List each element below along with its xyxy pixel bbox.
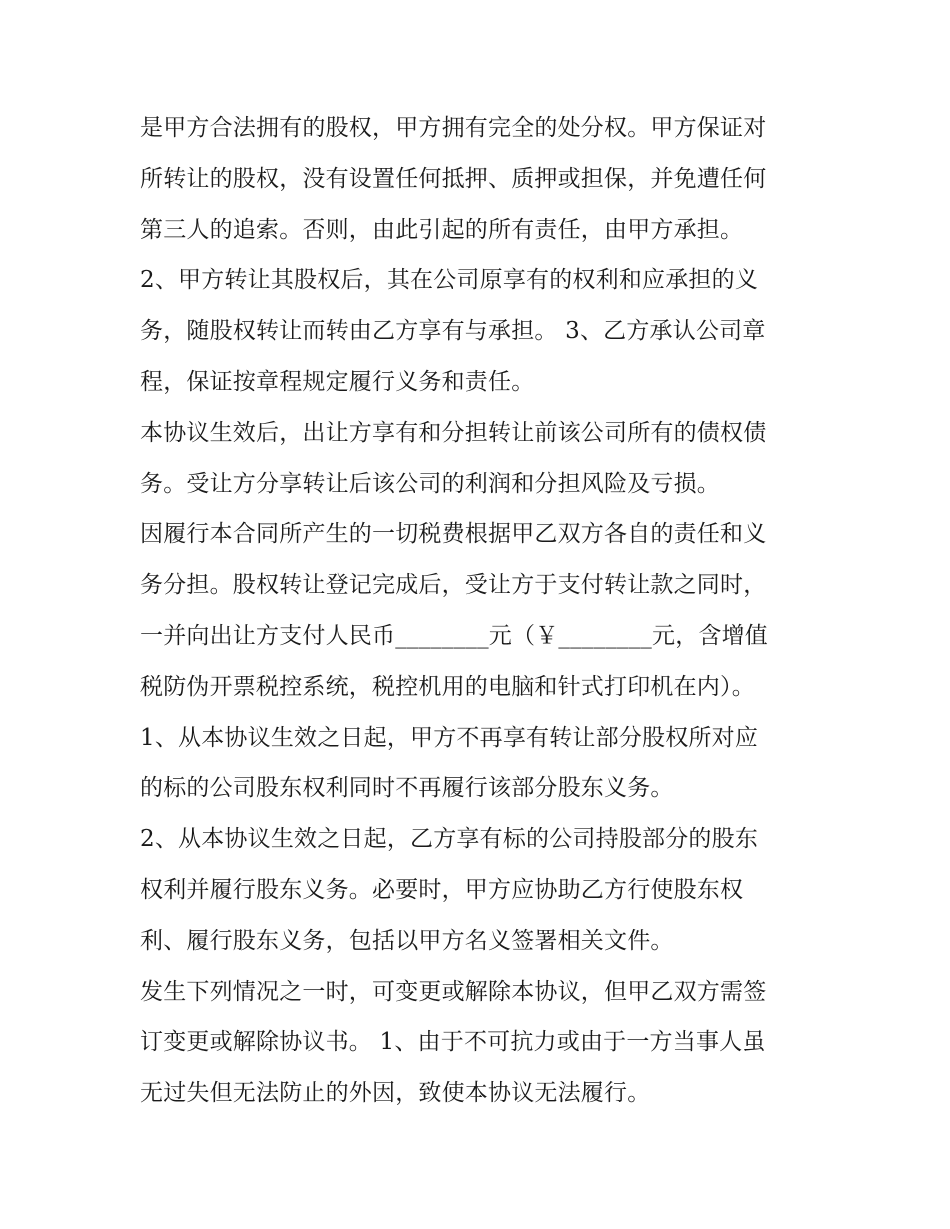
text-line: 一并向出让方支付人民币________元（￥________元，含增值	[140, 622, 768, 649]
text-line: 务。受让方分享转让后该公司的利润和分担风险及亏损。	[140, 470, 720, 497]
text-line: 是甲方合法拥有的股权，甲方拥有完全的处分权。甲方保证对	[140, 115, 767, 141]
text-line: 的标的公司股东权利同时不再履行该部分股东义务。	[140, 775, 674, 802]
text-line: 第三人的追索。否则，由此引起的所有责任，由甲方承担。	[140, 216, 744, 243]
text-line: 务，随股权转让而转由乙方享有与承担。 3、乙方承认公司章	[140, 318, 766, 345]
text-line: 2、甲方转让其股权后，其在公司原享有的权利和应承担的义	[140, 267, 759, 294]
document-body	[140, 103, 820, 1119]
text-line: 1、从本协议生效之日起，甲方不再享有转让部分股权所对应	[140, 724, 759, 751]
text-line: 务分担。股权转让登记完成后，受让方于支付转让款之同时，	[140, 572, 767, 599]
text-line: 权利并履行股东义务。必要时，甲方应协助乙方行使股东权	[140, 876, 744, 903]
text-line: 订变更或解除协议书。 1、由于不可抗力或由于一方当事人虽	[140, 1029, 766, 1056]
text-line: 发生下列情况之一时，可变更或解除本协议，但甲乙双方需签	[140, 978, 767, 1005]
text-line: 本协议生效后，出让方享有和分担转让前该公司所有的债权债	[140, 419, 767, 446]
text-line: 因履行本合同所产生的一切税费根据甲乙双方各自的责任和义	[140, 521, 767, 548]
text-line: 所转让的股权，没有设置任何抵押、质押或担保，并免遭任何	[140, 165, 767, 192]
text-line: 2、从本协议生效之日起，乙方享有标的公司持股部分的股东	[140, 826, 759, 853]
text-line: 程，保证按章程规定履行义务和责任。	[140, 368, 535, 395]
text-line: 税防伪开票税控系统，税控机用的电脑和针式打印机在内）。	[140, 673, 755, 700]
text-line: 无过失但无法防止的外因，致使本协议无法履行。	[140, 1080, 651, 1107]
text-line: 利、履行股东义务，包括以甲方名义签署相关文件。	[140, 927, 674, 954]
